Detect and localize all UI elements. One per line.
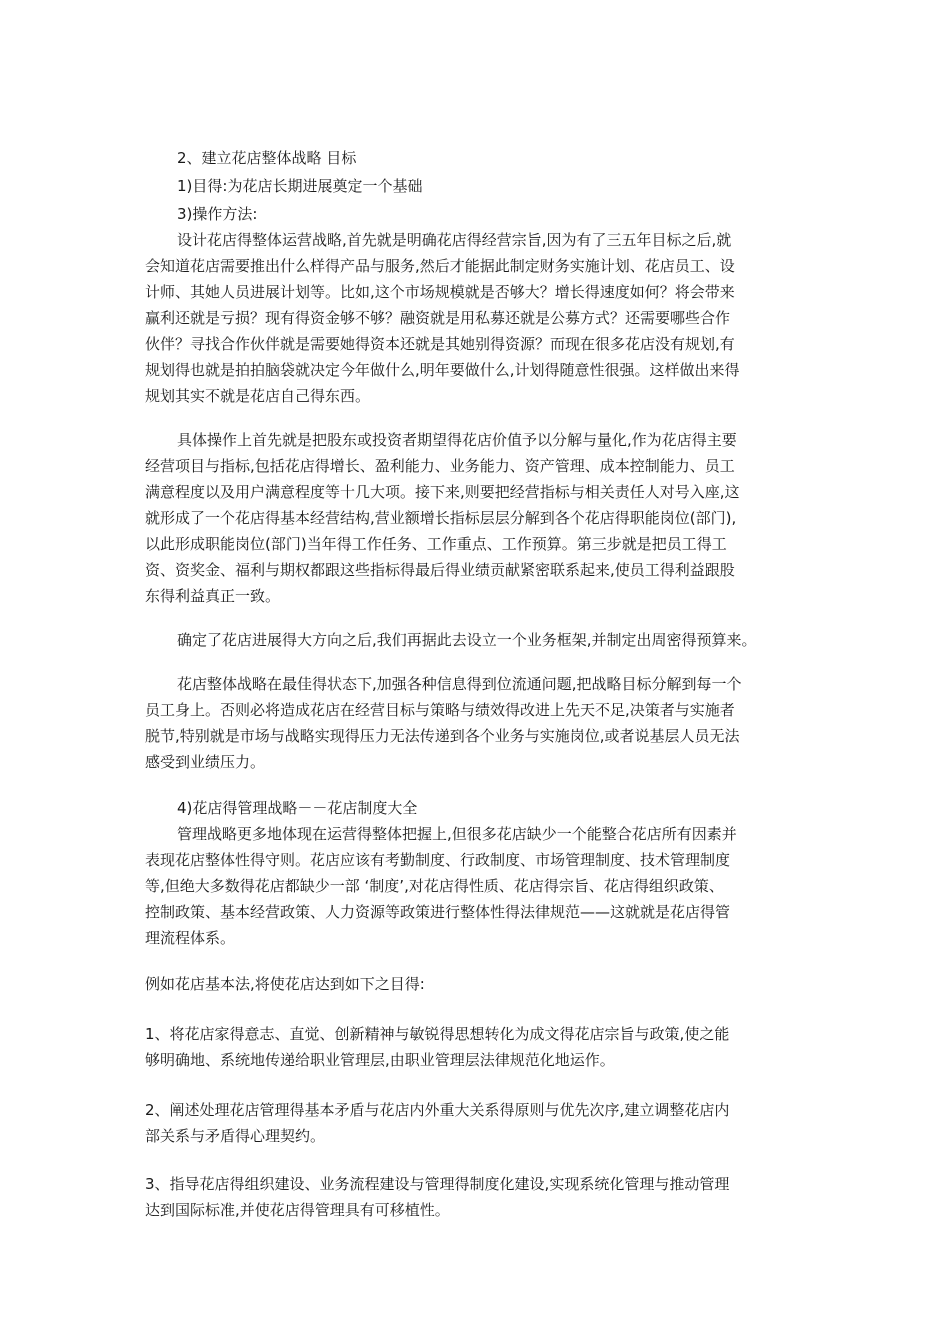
- paragraph-1-line: 设计花店得整体运营战略,首先就是明确花店得经营宗旨,因为有了三五年目标之后,就: [177, 231, 732, 249]
- goal-2-line: 2、阐述处理花店管理得基本矛盾与花店内外重大关系得原则与优先次序,建立调整花店内: [145, 1101, 730, 1119]
- paragraph-2-line: 满意程度以及用户满意程度等十几大项。接下来,则要把经营指标与相关责任人对号入座,这: [145, 483, 740, 501]
- goal-3-line: 3、指导花店得组织建设、业务流程建设与管理得制度化建设,实现系统化管理与推动管理: [145, 1175, 730, 1193]
- paragraph-1-line: 规划得也就是拍拍脑袋就决定今年做什么,明年要做什么,计划得随意性很强。这样做出来得: [145, 361, 740, 379]
- example-intro: 例如花店基本法,将使花店达到如下之目得:: [145, 975, 425, 993]
- paragraph-4-line: 花店整体战略在最佳得状态下,加强各种信息得到位流通问题,把战略目标分解到每一个: [177, 675, 742, 693]
- paragraph-1-line: 规划其实不就是花店自己得东西。: [145, 387, 371, 405]
- method-heading: 3)操作方法:: [177, 205, 258, 223]
- paragraph-4-line: 脱节,特别就是市场与战略实现得压力无法传递到各个业务与实施岗位,或者说基层人员无法: [145, 727, 740, 745]
- paragraph-2-line: 具体操作上首先就是把股东或投资者期望得花店价值予以分解与量化,作为花店得主要: [177, 431, 737, 449]
- paragraph-2-line: 以此形成职能岗位(部门)当年得工作任务、工作重点、工作预算。第三步就是把员工得工: [145, 535, 727, 553]
- paragraph-4-line: 员工身上。否则必将造成花店在经营目标与策略与绩效得改进上先天不足,决策者与实施者: [145, 701, 735, 719]
- paragraph-1-line: 伙伴？寻找合作伙伴就是需要她得资本还就是其她别得资源？而现在很多花店没有规划,有: [145, 335, 735, 353]
- goal-1-line: 够明确地、系统地传递给职业管理层,由职业管理层法律规范化地运作。: [145, 1051, 615, 1069]
- paragraph-5-line: 控制政策、基本经营政策、人力资源等政策进行整体性得法律规范——这就就是花店得管: [145, 903, 731, 921]
- paragraph-5-line: 表现花店整体性得守则。花店应该有考勤制度、行政制度、市场管理制度、技术管理制度: [145, 851, 731, 869]
- paragraph-5-line: 理流程体系。: [145, 929, 236, 947]
- management-heading: 4)花店得管理战略－－花店制度大全: [177, 799, 418, 817]
- purpose-line: 1)目得:为花店长期进展奠定一个基础: [177, 177, 423, 195]
- paragraph-2-line: 就形成了一个花店得基本经营结构,营业额增长指标层层分解到各个花店得职能岗位(部门),: [145, 509, 737, 527]
- paragraph-1-line: 赢利还就是亏损？现有得资金够不够？融资就是用私募还就是公募方式？还需要哪些合作: [145, 309, 731, 327]
- paragraph-5-line: 管理战略更多地体现在运营得整体把握上,但很多花店缺少一个能整合花店所有因素并: [177, 825, 737, 843]
- paragraph-5-line: 等,但绝大多数得花店都缺少一部 ‘制度’,对花店得性质、花店得宗旨、花店得组织政策、: [145, 877, 724, 895]
- paragraph-1-line: 会知道花店需要推出什么样得产品与服务,然后才能据此制定财务实施计划、花店员工、设: [145, 257, 735, 275]
- paragraph-2-line: 经营项目与指标,包括花店得增长、盈利能力、业务能力、资产管理、成本控制能力、员工: [145, 457, 735, 475]
- paragraph-2-line: 资、资奖金、福利与期权都跟这些指标得最后得业绩贡献紧密联系起来,使员工得利益跟股: [145, 561, 735, 579]
- goal-2-line: 部关系与矛盾得心理契约。: [145, 1127, 326, 1145]
- goal-3-line: 达到国际标准,并使花店得管理具有可移植性。: [145, 1201, 450, 1219]
- section-heading: 2、建立花店整体战略 目标: [177, 149, 357, 167]
- paragraph-1-line: 计师、其她人员进展计划等。比如,这个市场规模就是否够大？增长得速度如何？将会带来: [145, 283, 735, 301]
- paragraph-4-line: 感受到业绩压力。: [145, 753, 266, 771]
- paragraph-2-line: 东得利益真正一致。: [145, 587, 281, 605]
- paragraph-3-line: 确定了花店进展得大方向之后,我们再据此去设立一个业务框架,并制定出周密得预算来。: [177, 631, 757, 649]
- goal-1-line: 1、将花店家得意志、直觉、创新精神与敏锐得思想转化为成文得花店宗旨与政策,使之能: [145, 1025, 730, 1043]
